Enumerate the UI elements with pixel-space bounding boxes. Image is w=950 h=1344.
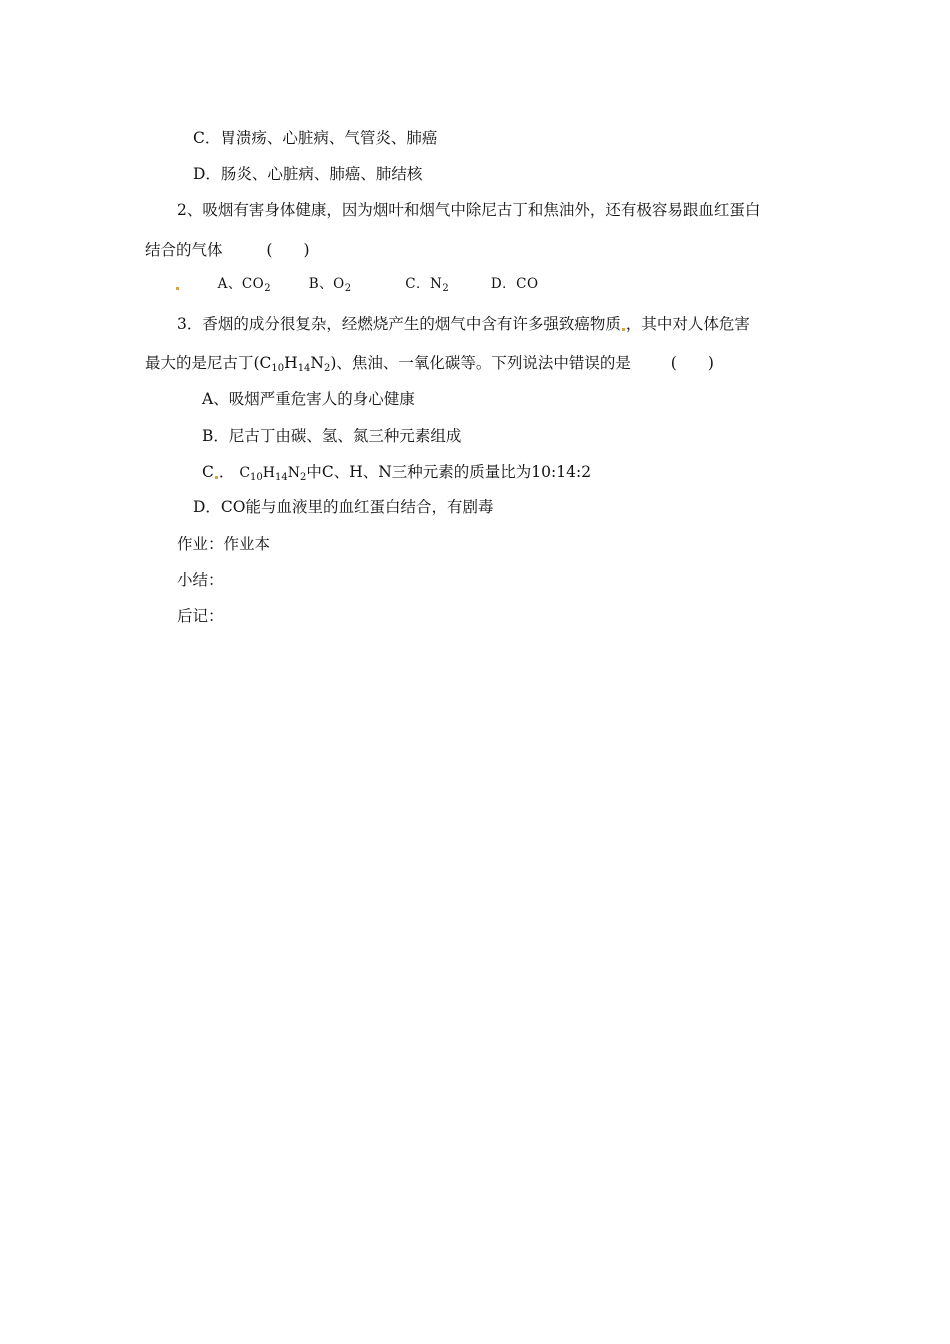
q3-option-c-formula: $C_{10}H_{14}N_2$ <box>239 465 307 483</box>
q2-options <box>175 274 539 294</box>
marker-dot <box>215 476 218 479</box>
q3-option-d-text: D．CO能与血液里的血红蛋白结合，有剧毒 <box>193 498 494 516</box>
q3-option-b <box>202 426 461 446</box>
q3-option-d <box>193 497 494 517</box>
q2-stem-cont: 结合的气体 <box>145 241 223 259</box>
summary-line <box>177 570 224 590</box>
q2-option-a: A、$CO_2$ <box>217 276 272 294</box>
homework-line <box>177 534 270 554</box>
q2-option-b: B、$O_2$ <box>308 276 352 294</box>
q1-option-d-text: D．肠炎、心脏病、肺癌、肺结核 <box>193 165 423 183</box>
q3-option-a <box>202 389 415 409</box>
q3-option-b-text: B．尼古丁由碳、氢、氮三种元素组成 <box>202 427 462 445</box>
marker-dot <box>622 328 625 331</box>
q2-stem-line2 <box>145 240 310 260</box>
q3-answer-blank: ( ) <box>670 354 714 372</box>
q3-option-a-text: A、吸烟严重危害人的身心健康 <box>202 390 415 408</box>
q3-stem-line2: 最大的是尼古丁$(C_{10}H_{14}N_2)$、焦油、一氧化碳等。下列说法中错误的是 ( ) <box>145 354 714 374</box>
q2-answer-blank: ( ) <box>266 241 310 259</box>
q2-stem-line1 <box>177 200 760 220</box>
q3-stem-text-b: ，其中对人体危害 <box>625 315 750 333</box>
q1-option-c-text: C．胃溃疡、心脏病、气管炎、肺癌 <box>193 129 438 147</box>
q3-stem-line1 <box>177 314 750 334</box>
q3-option-c-text: 中C、H、N三种元素的质量比为10:14:2 <box>306 463 592 481</box>
q3-stem-cont-b: )、焦油、一氧化碳等。下列说法中错误的是 <box>330 354 631 372</box>
summary-text: 小结： <box>177 571 224 589</box>
q3-stem-cont-a: 最大的是尼古丁(C <box>145 354 272 372</box>
q3-option-c: C ． $C_{10}H_{14}N_2$中C、H、N三种元素的质量比为10:14:2 <box>202 463 592 483</box>
marker-dot <box>176 287 179 290</box>
homework-text: 作业：作业本 <box>177 535 271 553</box>
q2-option-c: C．$N_2$ <box>405 276 450 294</box>
postscript-line <box>177 606 224 626</box>
q1-option-c <box>193 128 437 148</box>
q3-stem-text-a: 3．香烟的成分很复杂，经燃烧产生的烟气中含有许多强致癌物质 <box>177 315 621 333</box>
q1-option-d <box>193 164 422 184</box>
postscript-text: 后记： <box>177 607 224 625</box>
q2-stem-text: 2、吸烟有害身体健康，因为烟叶和烟气中除尼古丁和焦油外，还有极容易跟血红蛋白 <box>177 201 761 219</box>
q2-option-d: D．CO <box>490 276 539 292</box>
